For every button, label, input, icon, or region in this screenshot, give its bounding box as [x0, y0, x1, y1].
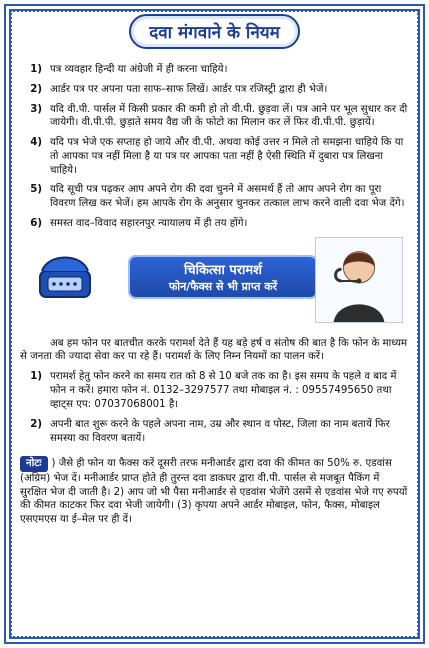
rule-item: [20, 63, 409, 77]
rules-list: [20, 63, 409, 231]
rule-number: 2): [30, 83, 42, 95]
consultation-subtitle: फोन/फैक्स से भी प्राप्त करें: [168, 279, 278, 293]
rule-item: [20, 217, 409, 231]
consult-rule-number: 1): [30, 371, 42, 383]
consult-rule-text: अपनी बात शुरू करने के पहले अपना नाम, उम्र और स्थान व पोस्ट, जिला का नाम बतायें फिर समस्या का विवरण बतायें।: [50, 419, 390, 445]
rule-number: 3): [30, 103, 42, 115]
rule-text: पत्र व्यवहार हिन्दी या अंग्रेजी में ही करना चाहिये।: [50, 64, 228, 75]
rule-item: [20, 183, 409, 211]
consult-rules-list: [20, 370, 409, 446]
title-wrap: [20, 14, 409, 49]
rule-number: 1): [30, 64, 42, 75]
rule-number: 6): [30, 217, 42, 229]
consult-rule-item: [20, 370, 409, 411]
rule-item: [20, 83, 409, 97]
phone-icon: [30, 245, 100, 303]
rule-number: 5): [30, 184, 42, 196]
note-text: ) जैसे ही फोन या फैक्स करें दूसरी तरफ मनीआर्डर द्वारा दवा की कीमत का 50% रु. एडवांस (अग्रिम) भेज दें। मनीआर्डर प्राप्त होते ही तुरन्त दवा डाकघर द्वारा वी.पी. पार्सल से मजबूत पैकिंग में सुरक्षित भेज दी जाती है। 2) आप जो भी पैसा मनीआर्डर से एडवांस भेजेंगे उसमें से एडवांस भेजे गए रुपयों की कीमत काटकर फिर दवा भेजी जायेगी। (3) कृपया अपने आर्डर मोबाइल, फोन, फैक्स, मोबाइल एसएमएस या ई–मेल पर ही दें।: [20, 458, 408, 526]
intro-paragraph: [20, 337, 409, 365]
rule-number: 4): [30, 137, 42, 149]
consult-rule-number: 2): [30, 419, 42, 431]
rule-text: यदि सूची पत्र पढ़कर आप अपने रोग की दवा चुनने में असमर्थ हैं तो आप अपने रोग का पूरा विवरण लिख कर भेजें। हम आपके रोग के अनुसार चुनकर तत्काल लाभ करने वाली दवा भेज देंगे।: [50, 184, 405, 210]
operator-avatar: [315, 237, 403, 323]
note-label: नोटः: [20, 456, 48, 472]
consultation-banner: [128, 255, 318, 299]
intro-text: अब हम फोन पर बातचीत करके परामर्श देते हैं यह बड़े हर्ष व संतोष की बात है कि फोन के माध्यम से जनता की ज्यादा सेवा कर पा रहे हैं। परामर्श के लिए निम्न नियमों का पालन करें।: [20, 337, 408, 363]
consultation-title: चिकित्सा परामर्श: [183, 262, 263, 278]
rule-text: आर्डर पत्र पर अपना पता साफ–साफ लिखें। आर्डर पत्र रजिस्ट्री द्वारा ही भेजें।: [50, 83, 328, 95]
rule-text: यदि वी.पी. पार्सल में किसी प्रकार की कमी हो तो वी.पी. छुड़वा लें। पत्र आने पर भूल सुधार कर दी जायेगी। वी.पी.पी. छुड़ाते समय वैद्य जी के फोटो का मिलान कर लें फिर वी.पी.पी. छुड़ायें।: [50, 103, 408, 129]
consult-rule-item: [20, 418, 409, 446]
rule-item: [20, 103, 409, 131]
note-section: [20, 456, 409, 527]
rule-item: [20, 136, 409, 177]
consult-rule-text: परामर्श हेतु फोन करने का समय रात को 8 से 10 बजे तक का है। इस समय के पहले व बाद में फोन न करें। हमारा फोन नं. 0132–3297577 तथा मोबाइल नं. : 09557495650 तथा व्हाट्स एप: 07037068001 है।: [50, 371, 397, 410]
document-content: [20, 14, 409, 527]
rule-text: यदि पत्र भेजे एक सप्ताह हो जाये और वी.पी. अथवा कोई उत्तर न मिले तो समझना चाहिये कि या तो आपका पत्र नहीं मिला है या पत्र पर आपका पता नहीं है ऐसी स्थिति में दुबारा पत्र लिखना चाहिये।: [50, 137, 404, 176]
rule-text: समस्त वाद–विवाद सहारनपुर न्यायालय में ही तय होंगे।: [50, 217, 248, 229]
page-title: दवा मंगवाने के नियम: [129, 14, 300, 49]
consultation-section: [20, 237, 409, 329]
